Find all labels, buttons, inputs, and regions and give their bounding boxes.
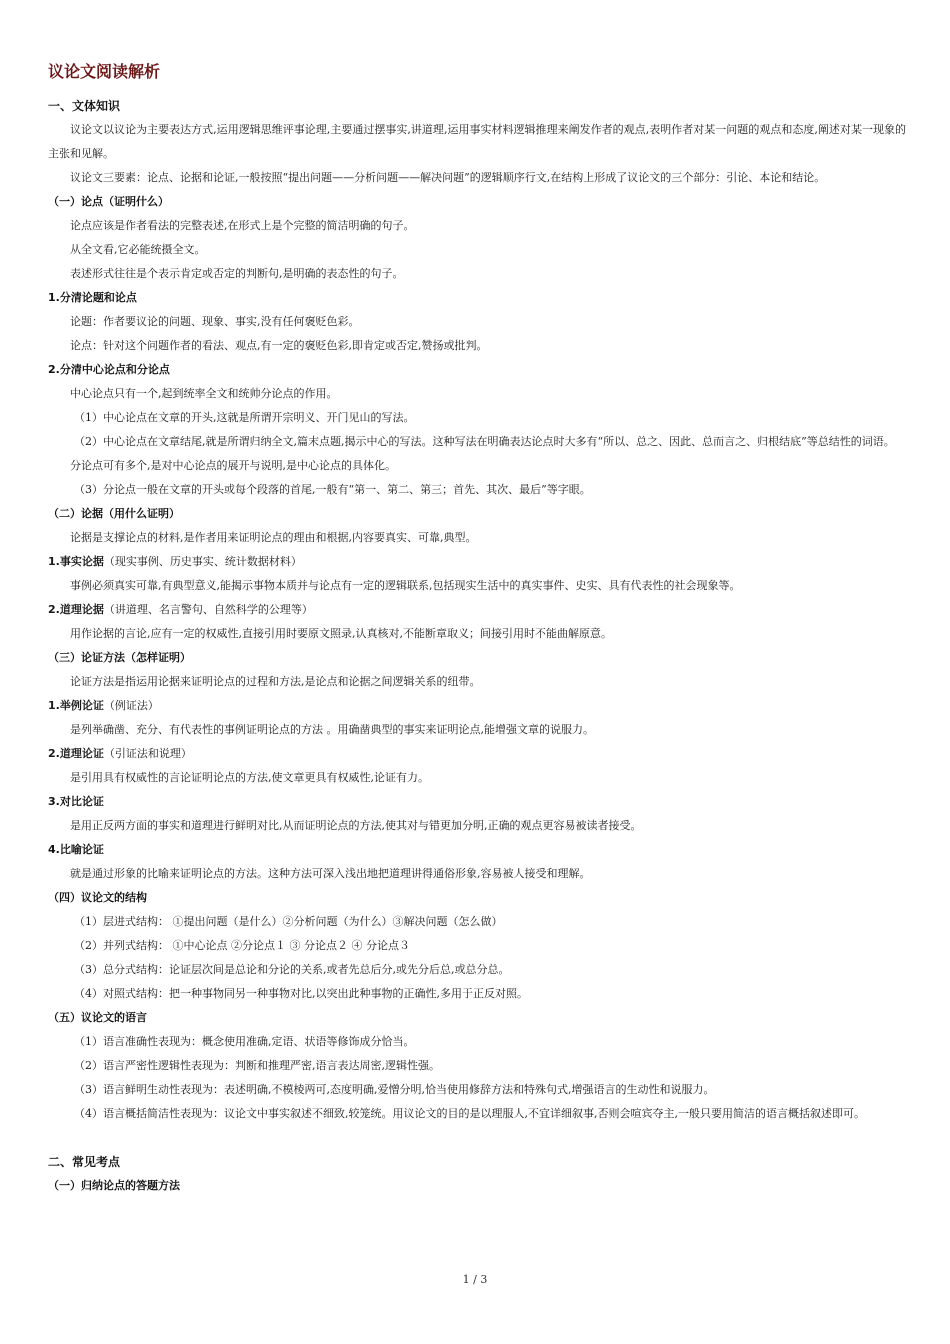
paragraph: 议论文三要素：论点、论据和论证,一般按照“提出问题——分析问题——解决问题”的逻辑顺序行文,在结构上形成了议论文的三个部分：引论、本论和结论。 bbox=[70, 171, 826, 184]
paragraph: （3）总分式结构：论证层次间是总论和分论的关系,或者先总后分,或先分后总,或总分总。 bbox=[74, 963, 510, 976]
paragraph: 中心论点只有一个,起到统率全文和统帅分论点的作用。 bbox=[70, 387, 338, 400]
point-heading: 4.比喻论证 bbox=[48, 843, 104, 856]
paragraph: 事例必须真实可靠,有典型意义,能揭示事物本质并与论点有一定的逻辑联系,包括现实生活中的真实事件、史实、具有代表性的社会现象等。 bbox=[70, 579, 741, 592]
point-heading bbox=[48, 598, 906, 622]
point-heading-note: （现实事例、历史事实、统计数据材料） bbox=[103, 555, 302, 568]
section-heading-2: 二、常见考点 bbox=[48, 1155, 121, 1169]
section-heading-1: 一、文体知识 bbox=[48, 99, 121, 113]
paragraph: 从全文看,它必能统摄全文。 bbox=[70, 243, 206, 256]
paragraph: （3）分论点一般在文章的开头或每个段落的首尾,一般有“第一、第二、第三；首先、其次、最后”等字眼。 bbox=[74, 483, 591, 496]
paragraph: 论点：针对这个问题作者的看法、观点,有一定的褒贬色彩,即肯定或否定,赞扬或批判。 bbox=[70, 339, 488, 352]
point-heading bbox=[48, 694, 906, 718]
paragraph: 论点应该是作者看法的完整表述,在形式上是个完整的简洁明确的句子。 bbox=[70, 219, 415, 232]
spacer bbox=[48, 1126, 906, 1150]
point-heading-bold: 2.道理论据 bbox=[48, 603, 104, 616]
paragraph: （3）语言鲜明生动性表现为：表述明确,不模棱两可,态度明确,爱憎分明,恰当使用修辞方法和特殊句式,增强语言的生动性和说服力。 bbox=[74, 1083, 715, 1096]
paragraph: （1）层进式结构： ①提出问题（是什么）②分析问题（为什么）③解决问题（怎么做） bbox=[74, 915, 503, 928]
point-heading: 2.分清中心论点和分论点 bbox=[48, 363, 170, 376]
paragraph: （4）对照式结构：把一种事物同另一种事物对比,以突出此种事物的正确性,多用于正反对照。 bbox=[74, 987, 528, 1000]
paragraph: （2）语言严密性逻辑性表现为：判断和推理严密,语言表达周密,逻辑性强。 bbox=[74, 1059, 440, 1072]
subsection-heading: （一）归纳论点的答题方法 bbox=[48, 1179, 180, 1192]
point-heading-bold: 1.事实论据 bbox=[48, 555, 104, 568]
paragraph: 论题：作者要议论的问题、现象、事实,没有任何褒贬色彩。 bbox=[70, 315, 360, 328]
point-heading bbox=[48, 742, 906, 766]
paragraph: 用作论据的言论,应有一定的权威性,直接引用时要原文照录,认真核对,不能断章取义；间接引用时不能曲解原意。 bbox=[70, 627, 612, 640]
point-heading-note: （讲道理、名言警句、自然科学的公理等） bbox=[103, 603, 313, 616]
paragraph: 就是通过形象的比喻来证明论点的方法。这种方法可深入浅出地把道理讲得通俗形象,容易被人接受和理解。 bbox=[70, 867, 591, 880]
paragraph: 议论文以议论为主要表达方式,运用逻辑思维评事论理,主要通过摆事实,讲道理,运用事实材料逻辑推理来阐发作者的观点,表明作者对某一问题的观点和态度,阐述对某一现象的主张和见解。 bbox=[48, 123, 906, 160]
point-heading-bold: 1.举例论证 bbox=[48, 699, 104, 712]
paragraph: 论证方法是指运用论据来证明论点的过程和方法,是论点和论据之间逻辑关系的纽带。 bbox=[70, 675, 481, 688]
paragraph: 是引用具有权威性的言论证明论点的方法,使文章更具有权威性,论证有力。 bbox=[70, 771, 429, 784]
document-title: 议论文阅读解析 bbox=[48, 62, 161, 81]
paragraph: 分论点可有多个,是对中心论点的展开与说明,是中心论点的具体化。 bbox=[70, 459, 396, 472]
paragraph: （1）中心论点在文章的开头,这就是所谓开宗明义、开门见山的写法。 bbox=[74, 411, 415, 424]
point-heading: 3.对比论证 bbox=[48, 795, 104, 808]
paragraph: （2）并列式结构： ①中心论点 ②分论点１ ③ 分论点２ ④ 分论点３ bbox=[74, 939, 410, 952]
document-page bbox=[48, 58, 906, 1198]
point-heading-note: （引证法和说理） bbox=[103, 747, 192, 760]
subsection-heading: （四）议论文的结构 bbox=[48, 891, 147, 904]
subsection-heading: （一）论点（证明什么） bbox=[48, 195, 169, 208]
point-heading-note: （例证法） bbox=[103, 699, 159, 712]
paragraph: （4）语言概括简洁性表现为：议论文中事实叙述不细致,较笼统。用议论文的目的是以理服人,不宜详细叙事,否则会喧宾夺主,一般只要用简洁的语言概括叙述即可。 bbox=[74, 1107, 865, 1120]
paragraph: （1）语言准确性表现为：概念使用准确,定语、状语等修饰成分恰当。 bbox=[74, 1035, 415, 1048]
paragraph: 是用正反两方面的事实和道理进行鲜明对比,从而证明论点的方法,使其对与错更加分明,正确的观点更容易被读者接受。 bbox=[70, 819, 642, 832]
point-heading bbox=[48, 550, 906, 574]
point-heading-bold: 2.道理论证 bbox=[48, 747, 104, 760]
paragraph: （2）中心论点在文章结尾,就是所谓归纳全文,篇末点题,揭示中心的写法。这种写法在明确表达论点时大多有“所以、总之、因此、总而言之、归根结底”等总结性的词语。 bbox=[74, 435, 895, 448]
subsection-heading: （三）论证方法（怎样证明） bbox=[48, 651, 191, 664]
paragraph: 是列举确凿、充分、有代表性的事例证明论点的方法 。用确凿典型的事实来证明论点,能增强文章的说服力。 bbox=[70, 723, 594, 736]
paragraph: 表述形式往往是个表示肯定或否定的判断句,是明确的表态性的句子。 bbox=[70, 267, 404, 280]
point-heading: 1.分清论题和论点 bbox=[48, 291, 137, 304]
subsection-heading: （五）议论文的语言 bbox=[48, 1011, 147, 1024]
subsection-heading: （二）论据（用什么证明） bbox=[48, 507, 180, 520]
paragraph: 论据是支撑论点的材料,是作者用来证明论点的理由和根据,内容要真实、可靠,典型。 bbox=[70, 531, 477, 544]
page-number: 1 / 3 bbox=[462, 1273, 488, 1286]
